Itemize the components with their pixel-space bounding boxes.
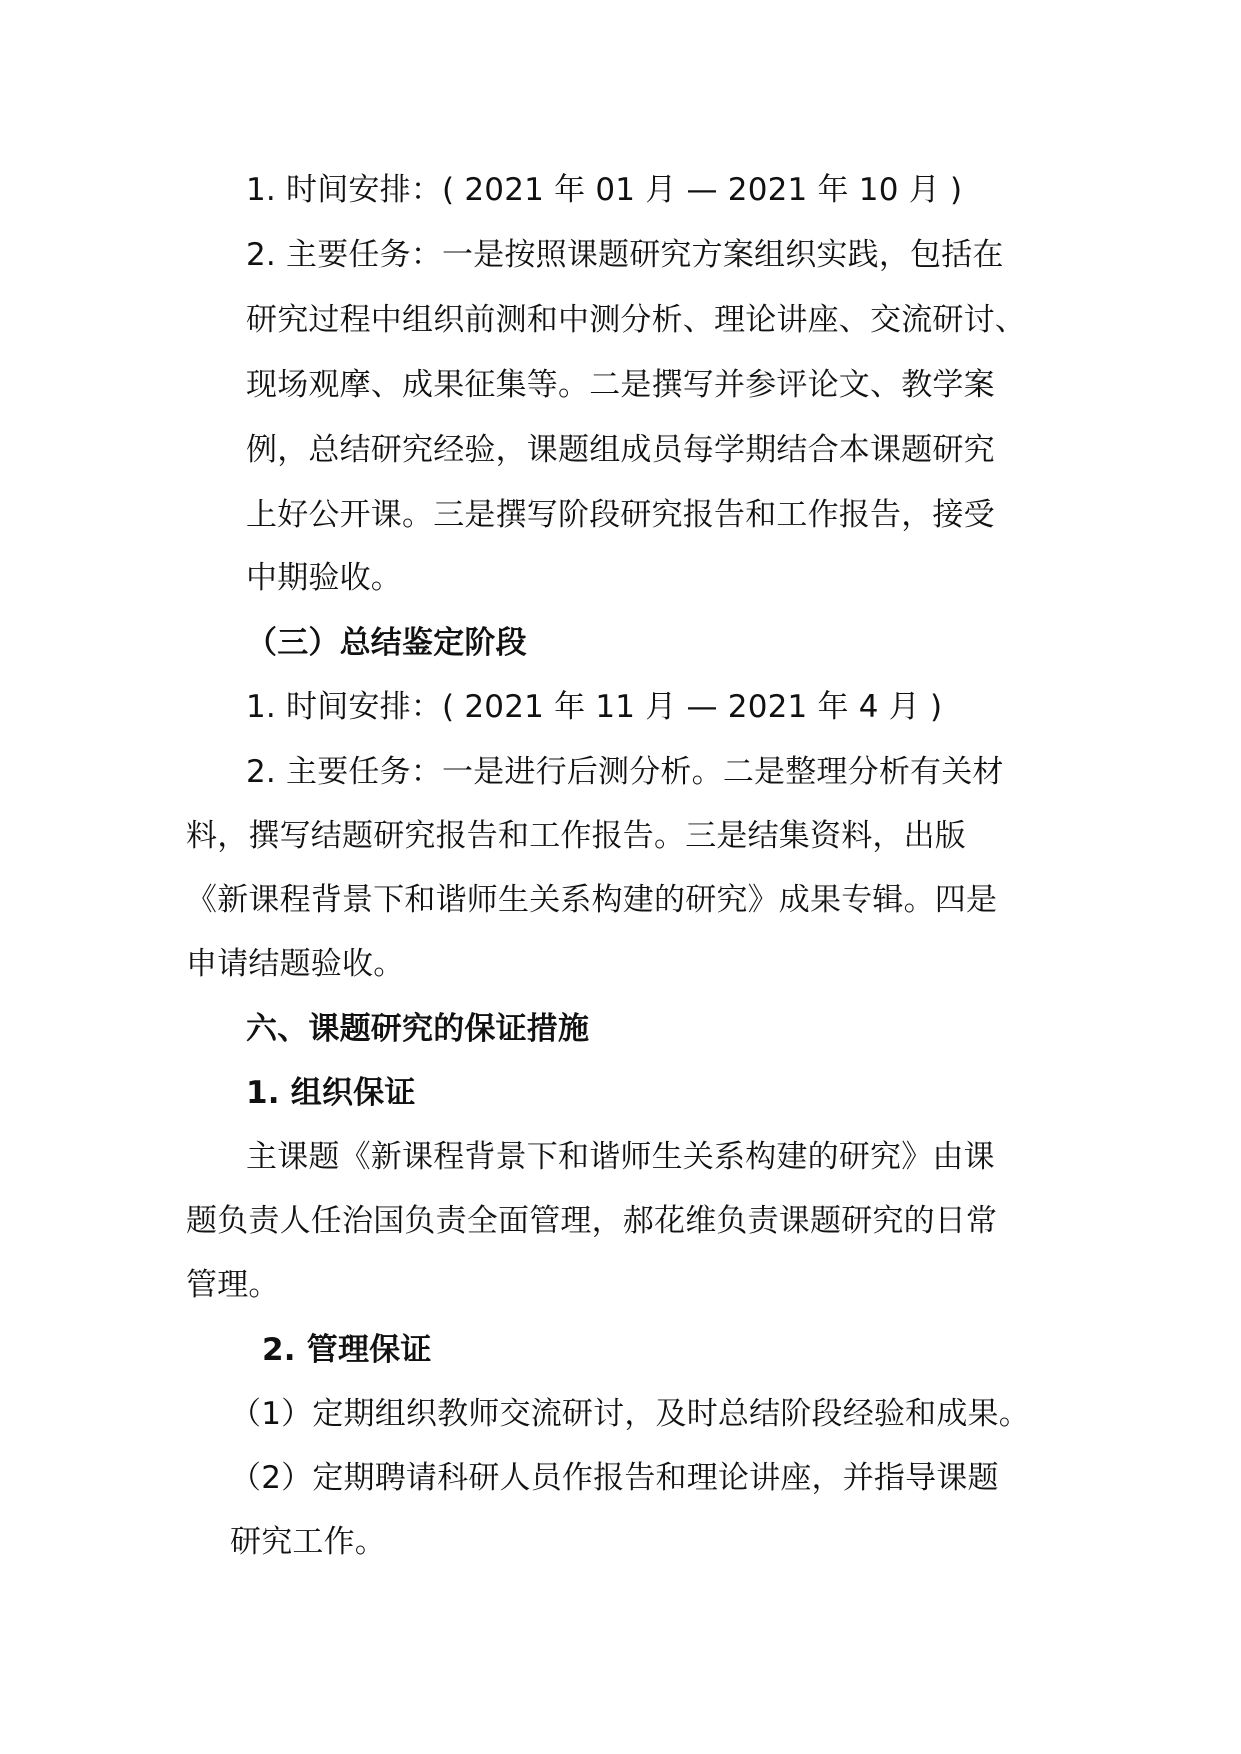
section-heading-summary-stage: （三）总结鉴定阶段 (246, 625, 527, 661)
text-line-13: 申请结题验收。 (186, 946, 405, 982)
text-line-18: 管理。 (186, 1267, 280, 1303)
subheading-management-guarantee: 2. 管理保证 (262, 1332, 432, 1368)
text-line-1: 1. 时间安排：( 2021 年 01 月 — 2021 年 10 月 ) (246, 172, 963, 208)
text-line-11: 料，撰写结题研究报告和工作报告。三是结集资料，出版 (186, 818, 966, 854)
text-line-12: 《新课程背景下和谐师生关系构建的研究》成果专辑。四是 (186, 882, 998, 918)
text-line-3: 研究过程中组织前测和中测分析、理论讲座、交流研讨、 (246, 302, 1026, 338)
text-line-21: （2）定期聘请科研人员作报告和理论讲座，并指导课题 (230, 1460, 999, 1496)
text-line-16: 主课题《新课程背景下和谐师生关系构建的研究》由课 (246, 1139, 995, 1175)
text-line-2: 2. 主要任务：一是按照课题研究方案组织实践，包括在 (246, 237, 1004, 273)
text-line-6: 上好公开课。三是撰写阶段研究报告和工作报告，接受 (246, 497, 995, 533)
subheading-organization-guarantee: 1. 组织保证 (246, 1075, 416, 1111)
section-heading-guarantee-measures: 六、课题研究的保证措施 (246, 1011, 590, 1047)
text-line-22: 研究工作。 (230, 1524, 386, 1560)
text-line-10: 2. 主要任务：一是进行后测分析。二是整理分析有关材 (246, 754, 1004, 790)
text-line-5: 例，总结研究经验，课题组成员每学期结合本课题研究 (246, 432, 995, 468)
text-line-20: （1）定期组织教师交流研讨，及时总结阶段经验和成果。 (230, 1396, 1030, 1432)
text-line-17: 题负责人任治国负责全面管理，郝花维负责课题研究的日常 (186, 1203, 998, 1239)
text-line-9: 1. 时间安排：( 2021 年 11 月 — 2021 年 4 月 ) (246, 689, 943, 725)
text-line-7: 中期验收。 (246, 560, 402, 596)
text-line-4: 现场观摩、成果征集等。二是撰写并参评论文、教学案 (246, 367, 995, 403)
